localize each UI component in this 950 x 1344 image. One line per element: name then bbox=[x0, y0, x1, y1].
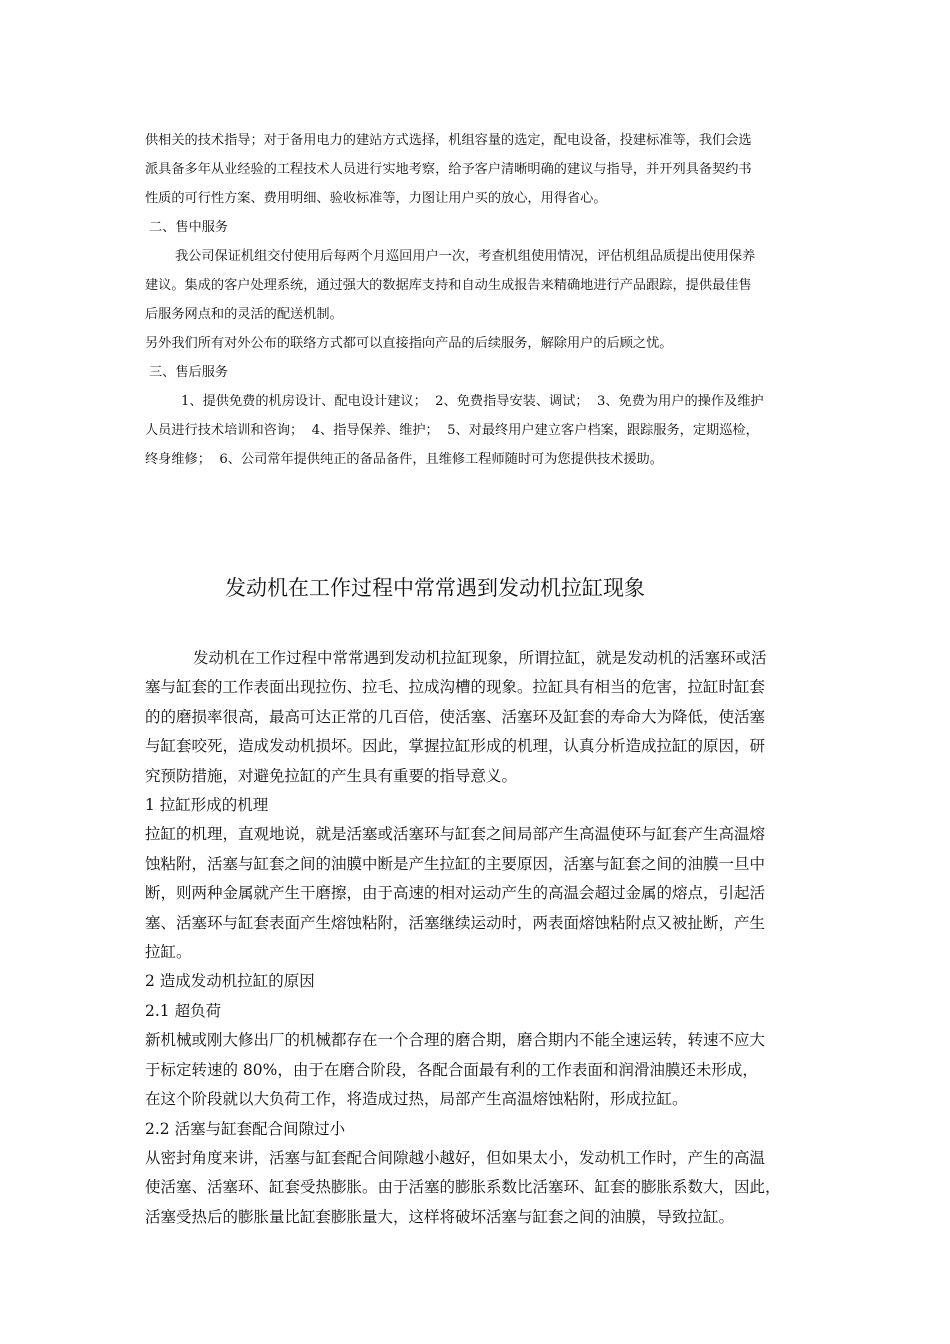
paragraph-line: 使活塞、活塞环、缸套受热膨胀。由于活塞的膨胀系数比活塞环、缸套的膨胀系数大，因此， bbox=[145, 1178, 781, 1197]
paragraph-line: 拉缸的机理，直观地说，就是活塞或活塞环与缸套之间局部产生高温使环与缸套产生高温熔 bbox=[145, 825, 766, 844]
paragraph-line: 发动机在工作过程中常常遇到发动机拉缸现象，所谓拉缸，就是发动机的活塞环或活 bbox=[193, 649, 767, 667]
paragraph-line: 终身维修； 6、公司常年提供纯正的备品备件，且维修工程师随时可为您提供技术援助。 bbox=[145, 452, 663, 467]
article-body bbox=[145, 644, 811, 1232]
paragraph-line: 后服务网点和的灵活的配送机制。 bbox=[145, 307, 343, 322]
subsection-heading: 2.1 超负荷 bbox=[145, 1001, 222, 1020]
paragraph-line: 1、提供免费的机房设计、配电设计建议； 2、免费指导安装、调试； 3、免费为用户的操作及维护 bbox=[181, 394, 764, 409]
paragraph-line: 人员进行技术培训和咨询； 4、指导保养、维护； 5、对最终用户建立客户档案，跟踪服务，定期巡检， bbox=[145, 423, 759, 438]
paragraph-line: 究预防措施，对避免拉缸的产生具有重要的指导意义。 bbox=[145, 766, 518, 785]
paragraph-line: 建议。集成的客户处理系统，通过强大的数据库支持和自动生成报告来精确地进行产品跟踪，提供最佳售 bbox=[145, 278, 752, 293]
paragraph-line: 在这个阶段就以大负荷工作，将造成过热，局部产生高温熔蚀粘附，形成拉缸。 bbox=[145, 1090, 688, 1109]
paragraph-line: 蚀粘附，活塞与缸套之间的油膜中断是产生拉缸的主要原因，活塞与缸套之间的油膜一旦中 bbox=[145, 854, 766, 873]
article-title: 发动机在工作过程中常常遇到发动机拉缸现象 bbox=[225, 576, 645, 600]
after-sales-service-section bbox=[145, 126, 811, 474]
paragraph-line: 拉缸。 bbox=[145, 943, 192, 962]
paragraph-line: 的的磨损率很高，最高可达正常的几百倍，使活塞、活塞环及缸套的寿命大为降低，使活塞 bbox=[145, 707, 766, 726]
paragraph-line: 新机械或刚大修出厂的机械都存在一个合理的磨合期，磨合期内不能全速运转，转速不应大 bbox=[145, 1031, 766, 1050]
section-heading: 三、售后服务 bbox=[149, 365, 229, 380]
paragraph-line: 供相关的技术指导；对于备用电力的建站方式选择，机组容量的选定，配电设备，投建标准等，我们会选 bbox=[145, 133, 752, 148]
section-heading: 1 拉缸形成的机理 bbox=[145, 796, 269, 815]
paragraph-line: 派具备多年从业经验的工程技术人员进行实地考察，给予客户清晰明确的建议与指导，并开列具备契约书 bbox=[145, 162, 752, 177]
paragraph-line: 活塞受热后的膨胀量比缸套膨胀量大，这样将破坏活塞与缸套之间的油膜，导致拉缸。 bbox=[145, 1207, 735, 1226]
paragraph-line: 性质的可行性方案、费用明细、验收标准等，力图让用户买的放心，用得省心。 bbox=[145, 191, 607, 206]
paragraph-line: 于标定转速的 80%，由于在磨合阶段，各配合面最有利的工作表面和润滑油膜还未形成， bbox=[145, 1060, 758, 1079]
paragraph-line: 塞、活塞环与缸套表面产生熔蚀粘附，活塞继续运动时，两表面熔蚀粘附点又被扯断，产生 bbox=[145, 913, 766, 932]
paragraph-line: 与缸套咬死，造成发动机损坏。因此，掌握拉缸形成的机理，认真分析造成拉缸的原因，研 bbox=[145, 737, 766, 756]
section-heading: 二、售中服务 bbox=[149, 220, 229, 235]
section-heading: 2 造成发动机拉缸的原因 bbox=[145, 972, 315, 991]
paragraph-line: 另外我们所有对外公布的联络方式都可以直接指向产品的后续服务，解除用户的后顾之忧。 bbox=[145, 336, 673, 351]
paragraph-line: 塞与缸套的工作表面出现拉伤、拉毛、拉成沟槽的现象。拉缸具有相当的危害，拉缸时缸套 bbox=[145, 678, 766, 697]
paragraph-line: 我公司保证机组交付使用后每两个月巡回用户一次，考查机组使用情况，评估机组品质提出使用保养 bbox=[175, 249, 756, 264]
paragraph-line: 从密封角度来讲，活塞与缸套配合间隙越小越好，但如果太小，发动机工作时，产生的高温 bbox=[145, 1148, 766, 1167]
paragraph-line: 断，则两种金属就产生干磨擦，由于高速的相对运动产生的高温会超过金属的熔点，引起活 bbox=[145, 884, 766, 903]
subsection-heading: 2.2 活塞与缸套配合间隙过小 bbox=[145, 1119, 346, 1138]
